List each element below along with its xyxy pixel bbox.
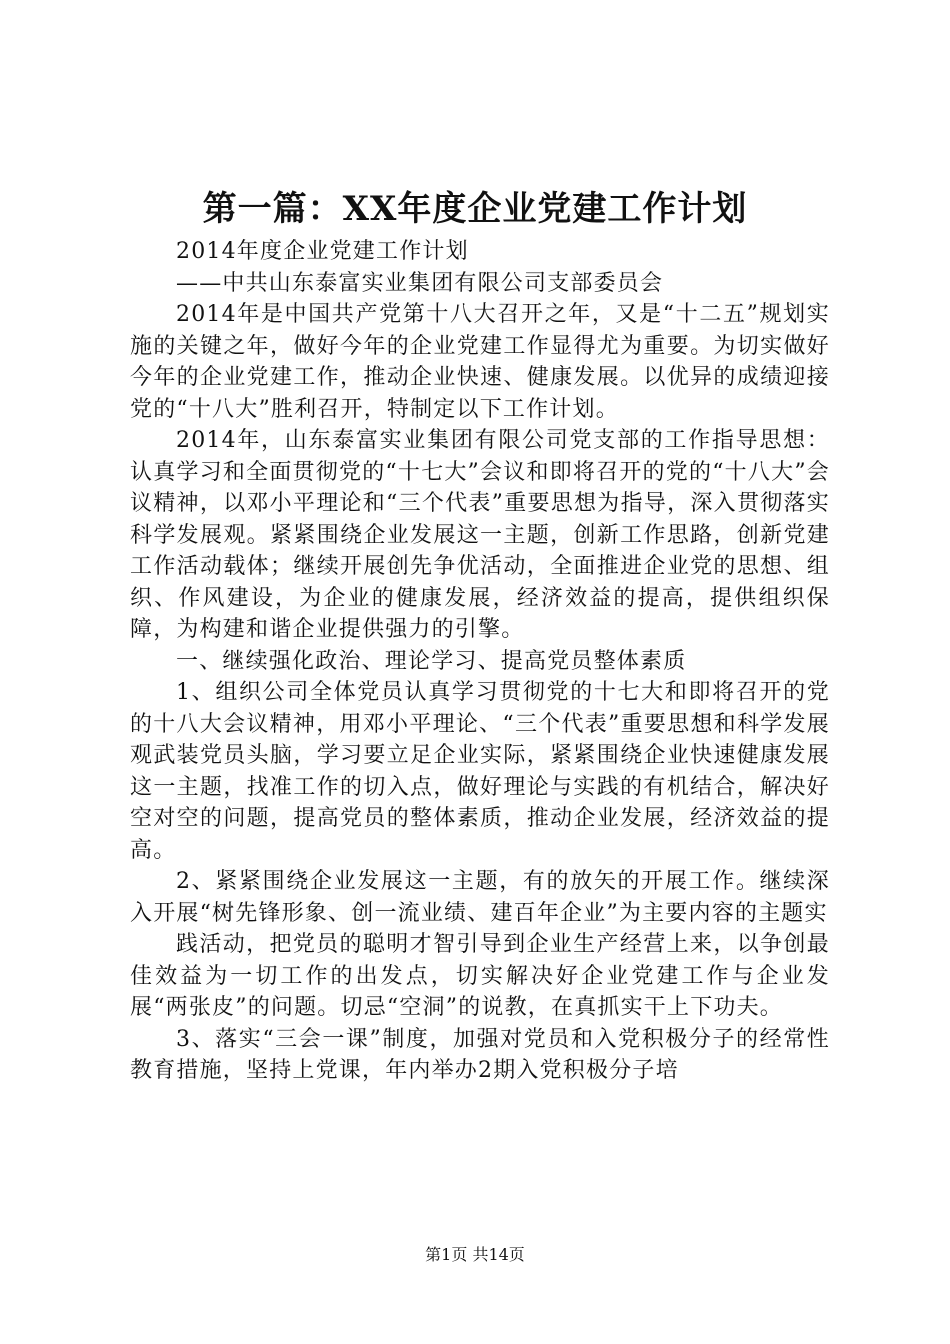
paragraph-guiding-thought: 2014年，山东泰富实业集团有限公司党支部的工作指导思想：认真学习和全面贯彻党的“十七大”会议和即将召开的党的“十八大”会议精神，以邓小平理论和“三个代表”重要思想为指导，深入贯彻落实科学发展观。紧紧围绕企业发展这一主题，创新工作思路，创新党建工作活动载体；继续开展创先争优活动，全面推进企业党的思想、组织、作风建设，为企业的健康发展，经济效益的提高，提供组织保障，为构建和谐企业提供强力的引擎。 — [130, 428, 830, 642]
paragraph-item-3: 3、落实“三会一课”制度，加强对党员和入党积极分子的经常性教育措施，坚持上党课，年内举办2期入党积极分子培 — [130, 1026, 830, 1083]
document-body — [130, 236, 830, 1087]
paragraph-item-1: 1、组织公司全体党员认真学习贯彻党的十七大和即将召开的党的十八大会议精神，用邓小平理论、“三个代表”重要思想和科学发展观武装党员头脑，学习要立足企业实际，紧紧围绕企业快速健康发展这一主题，找准工作的切入点，做好理论与实践的有机结合，解决好空对空的问题，提高党员的整体素质，推动企业发展，经济效益的提高。 — [130, 680, 830, 863]
paragraph-intro: 2014年是中国共产党第十八大召开之年，又是“十二五”规划实施的关键之年，做好今年的企业党建工作显得尤为重要。为切实做好今年的企业党建工作，推动企业快速、健康发展。以优异的成绩迎接党的“十八大”胜利召开，特制定以下工作计划。 — [130, 302, 830, 422]
section-heading-1: 一、继续强化政治、理论学习、提高党员整体素质 — [176, 648, 687, 674]
paragraph-item-2: 2、紧紧围绕企业发展这一主题，有的放矢的开展工作。继续深入开展“树先锋形象、创一流业绩、建百年企业”为主要内容的主题实 — [130, 869, 830, 926]
page-footer: 第1页 共14页 — [425, 1245, 525, 1264]
paragraph-subtitle: 2014年度企业党建工作计划 — [176, 239, 469, 264]
paragraph-item-2-cont: 践活动，把党员的聪明才智引导到企业生产经营上来，以争创最佳效益为一切工作的出发点，切实解决好企业党建工作与企业发展“两张皮”的问题。切忌“空洞”的说教，在真抓实干上下功夫。 — [130, 932, 830, 1020]
document-title: 第一篇：XX年度企业党建工作计划 — [202, 189, 748, 229]
paragraph-issuer: ——中共山东泰富实业集团有限公司支部委员会 — [176, 270, 664, 296]
